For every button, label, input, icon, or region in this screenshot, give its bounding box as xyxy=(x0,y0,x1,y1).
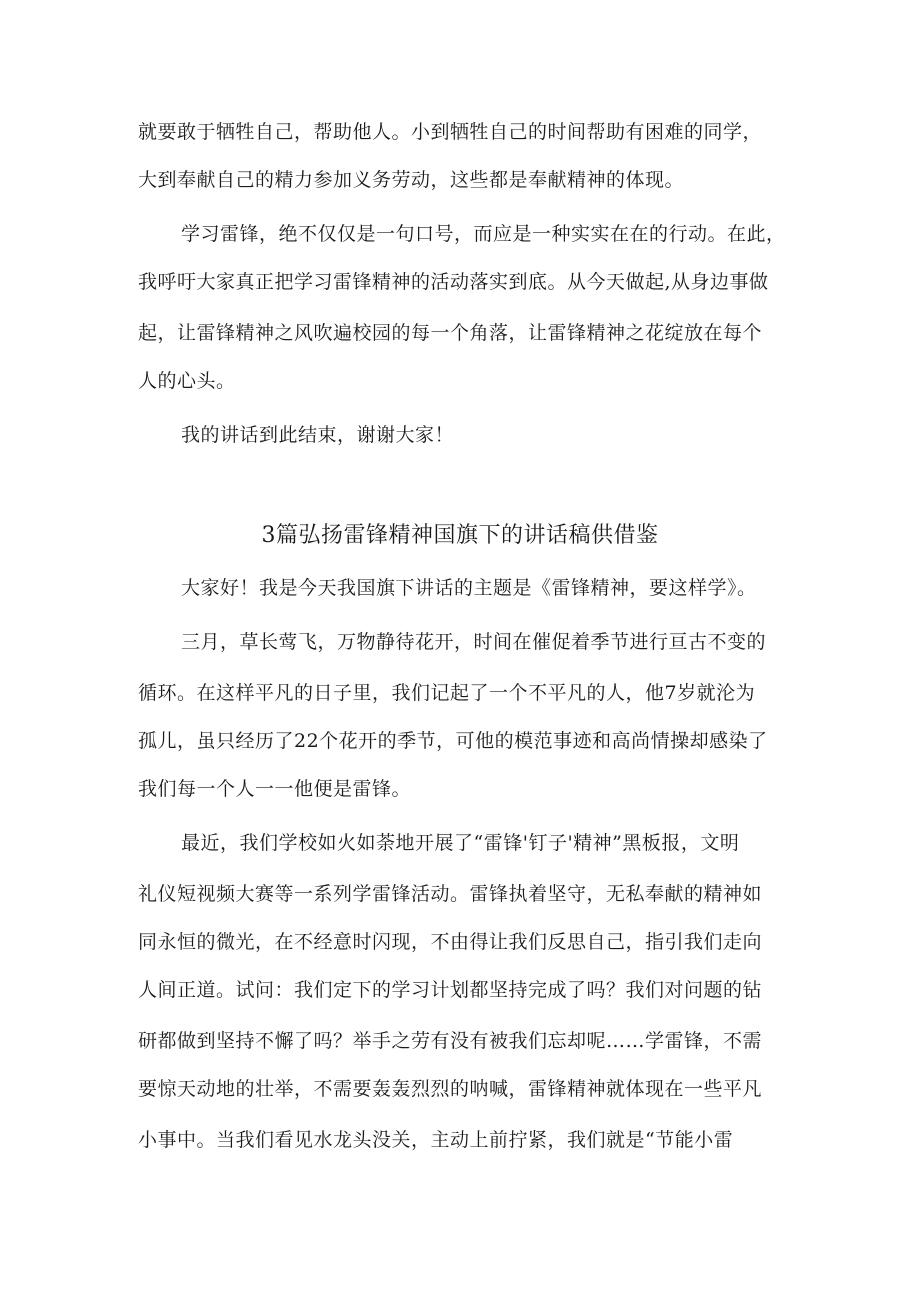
body-line: 三月，草长莺飞，万物静待花开，时间在催促着季节进行亘古不变的 xyxy=(181,631,767,653)
body-line: 要惊天动地的壮举，不需要轰轰烈烈的呐喊，雷锋精神就体现在一些平凡 xyxy=(138,1078,763,1100)
body-line: 循环。在这样平凡的日子里，我们记起了一个不平凡的人，他7岁就沦为 xyxy=(138,682,756,704)
body-line: 人的心头。 xyxy=(138,370,236,392)
body-line: 小事中。当我们看见水龙头没关，主动上前拧紧，我们就是“节能小雷 xyxy=(138,1129,734,1151)
body-line: 起，让雷锋精神之风吹遍校园的每一个角落，让雷锋精神之花绽放在每个 xyxy=(138,322,763,344)
body-line: 最近，我们学校如火如荼地开展了“雷锋'钉子'精神”黑板报，文明 xyxy=(181,832,740,854)
body-line: 礼仪短视频大赛等一系列学雷锋活动。雷锋执着坚守，无私奉献的精神如 xyxy=(138,883,763,905)
section-title: 3篇弘扬雷锋精神国旗下的讲话稿供借鉴 xyxy=(261,523,659,548)
body-line: 我呼吁大家真正把学习雷锋精神的活动落实到底。从今天做起,从身边事做 xyxy=(138,271,769,293)
body-line: 同永恒的微光，在不经意时闪现，不由得让我们反思自己，指引我们走向 xyxy=(138,931,763,953)
body-line: 大家好！我是今天我国旗下讲话的主题是《雷锋精神，要这样学》。 xyxy=(181,577,757,599)
body-line: 学习雷锋，绝不仅仅是一句口号，而应是一种实实在在的行动。在此， xyxy=(181,223,786,245)
body-line: 孤儿，虽只经历了22个花开的季节，可他的模范事迹和高尚情操却感染了 xyxy=(138,730,768,752)
body-line: 人间正道。试问：我们定下的学习计划都坚持完成了吗？我们对问题的钻 xyxy=(138,979,763,1001)
body-line: 研都做到坚持不懈了吗？举手之劳有没有被我们忘却呢……学雷锋，不需 xyxy=(138,1030,763,1052)
body-line: 我们每一个人一一他便是雷锋。 xyxy=(138,778,412,800)
body-line: 我的讲话到此结束，谢谢大家！ xyxy=(181,424,455,446)
body-line: 大到奉献自己的精力参加义务劳动，这些都是奉献精神的体现。 xyxy=(138,169,685,191)
body-line: 就要敢于牺牲自己，帮助他人。小到牺牲自己的时间帮助有困难的同学， xyxy=(138,121,763,143)
